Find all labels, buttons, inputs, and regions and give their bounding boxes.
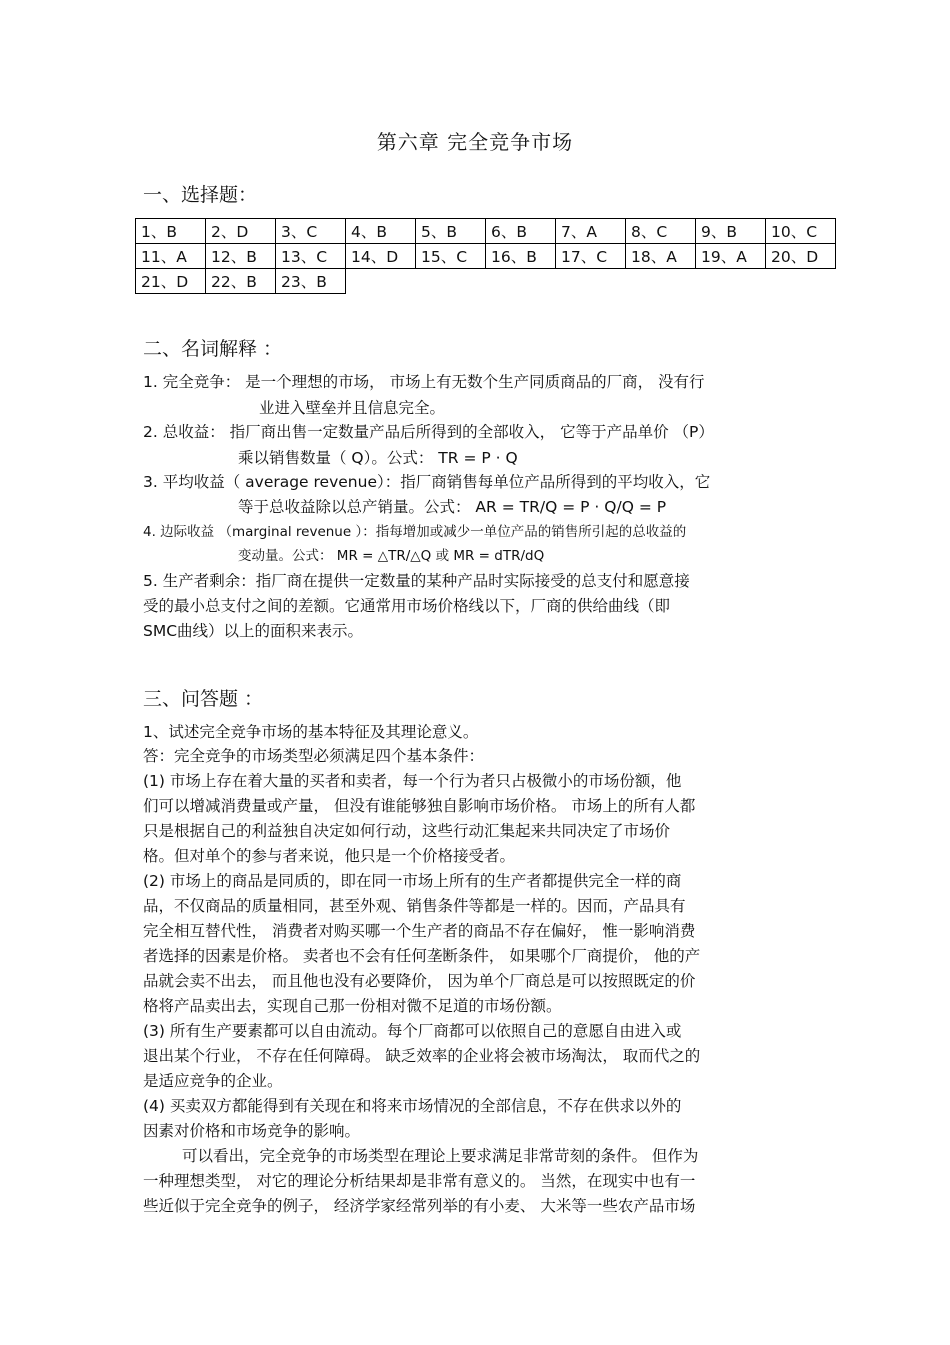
table-row <box>136 269 836 294</box>
table-row <box>136 219 836 244</box>
answer-cell: 10、C <box>766 219 836 244</box>
answer-line: 完全相互替代性， 消费者对购买哪一个生产者的商品不存在偏好， 惟一影响消费 <box>143 922 696 940</box>
answer-cell: 23、B <box>276 269 346 294</box>
empty-cell <box>416 269 486 294</box>
answer-table <box>135 218 836 294</box>
table-row <box>136 244 836 269</box>
answer-cell: 12、B <box>206 244 276 269</box>
answer-cell: 14、D <box>346 244 416 269</box>
answer-cell: 15、C <box>416 244 486 269</box>
definition-line: 业进入壁垒并且信息完全。 <box>259 399 446 417</box>
answer-line: 格。但对单个的参与者来说，他只是一个价格接受者。 <box>143 847 516 865</box>
empty-cell <box>696 269 766 294</box>
answer-cell: 19、A <box>696 244 766 269</box>
answer-cell: 7、A <box>556 219 626 244</box>
answer-line: (1) 市场上存在着大量的买者和卖者，每一个行为者只占极微小的市场份额，他 <box>143 772 682 790</box>
answer-line: 可以看出，完全竞争的市场类型在理论上要求满足非常苛刻的条件。 但作为 <box>182 1147 699 1165</box>
answer-cell: 4、B <box>346 219 416 244</box>
answer-line: 格将产品卖出去，实现自己那一份相对微不足道的市场份额。 <box>143 997 562 1015</box>
answer-cell: 9、B <box>696 219 766 244</box>
definition-line: 乘以销售数量（ Q）。公式： TR = P · Q <box>238 449 518 467</box>
answer-cell: 11、A <box>136 244 206 269</box>
answer-cell: 20、D <box>766 244 836 269</box>
answer-line: (2) 市场上的商品是同质的，即在同一市场上所有的生产者都提供完全一样的商 <box>143 872 682 890</box>
definition-line: 3. 平均收益（ average revenue）：指厂商销售每单位产品所得到的平均收入，它 <box>143 473 711 491</box>
definition-line: 1. 完全竞争： 是一个理想的市场， 市场上有无数个生产同质商品的厂商， 没有行 <box>143 373 705 391</box>
answer-line: 答：完全竞争的市场类型必须满足四个基本条件： <box>143 747 485 765</box>
definition-line: 2. 总收益： 指厂商出售一定数量产品后所得到的全部收入， 它等于产品单价 （P） <box>143 423 714 441</box>
answer-cell: 1、B <box>136 219 206 244</box>
answer-line: 们可以增减消费量或产量， 但没有谁能够独自影响市场价格。 市场上的所有人都 <box>143 797 696 815</box>
question-line: 1、试述完全竞争市场的基本特征及其理论意义。 <box>143 723 479 741</box>
answer-line: 退出某个行业， 不存在任何障碍。 缺乏效率的企业将会被市场淘汰， 取而代之的 <box>143 1047 701 1065</box>
empty-cell <box>346 269 416 294</box>
answer-line: 些近似于完全竞争的例子， 经济学家经常列举的有小麦、 大米等一些农产品市场 <box>143 1197 696 1215</box>
empty-cell <box>486 269 556 294</box>
answer-cell: 8、C <box>626 219 696 244</box>
answer-cell: 3、C <box>276 219 346 244</box>
answer-line: (3) 所有生产要素都可以自由流动。每个厂商都可以依照自己的意愿自由进入或 <box>143 1022 682 1040</box>
answer-line: 是适应竞争的企业。 <box>143 1072 283 1090</box>
page-title: 第六章 完全竞争市场 <box>376 130 574 154</box>
answer-line: 品就会卖不出去， 而且他也没有必要降价， 因为单个厂商总是可以按照既定的价 <box>143 972 696 990</box>
answer-line: 一种理想类型， 对它的理论分析结果却是非常有意义的。 当然，在现实中也有一 <box>143 1172 696 1190</box>
definition-line: 5. 生产者剩余：指厂商在提供一定数量的某种产品时实际接受的总支付和愿意接 <box>143 572 690 590</box>
answer-line: 者选择的因素是价格。 卖者也不会有任何垄断条件， 如果哪个厂商提价， 他的产 <box>143 947 701 965</box>
answer-cell: 21、D <box>136 269 206 294</box>
answer-line: 因素对价格和市场竞争的影响。 <box>143 1122 361 1140</box>
answer-cell: 13、C <box>276 244 346 269</box>
section-heading-terms: 二、名词解释 ： <box>143 338 283 360</box>
answer-line: (4) 买卖双方都能得到有关现在和将来市场情况的全部信息，不存在供求以外的 <box>143 1097 682 1115</box>
definition-line: 变动量。公式： MR = △TR/△Q 或 MR = dTR/dQ <box>238 548 545 564</box>
section-heading-choice: 一、选择题： <box>143 184 258 206</box>
empty-cell <box>766 269 836 294</box>
answer-cell: 5、B <box>416 219 486 244</box>
definition-line: 等于总收益除以总产销量。公式： AR = TR/Q = P · Q/Q = P <box>238 498 667 516</box>
definition-line: 受的最小总支付之间的差额。它通常用市场价格线以下，厂商的供给曲线（即 <box>143 597 671 615</box>
empty-cell <box>556 269 626 294</box>
definition-line: 4. 边际收益 （marginal revenue ）：指每增加或减少一单位产品的销售所引起的总收益的 <box>143 524 687 540</box>
empty-cell <box>626 269 696 294</box>
answer-line: 只是根据自己的利益独自决定如何行动，这些行动汇集起来共同决定了市场价 <box>143 822 671 840</box>
answer-cell: 16、B <box>486 244 556 269</box>
answer-cell: 22、B <box>206 269 276 294</box>
answer-cell: 17、C <box>556 244 626 269</box>
answer-cell: 2、D <box>206 219 276 244</box>
answer-cell: 6、B <box>486 219 556 244</box>
answer-cell: 18、A <box>626 244 696 269</box>
section-heading-questions: 三、问答题 ： <box>143 688 264 710</box>
definition-line: SMC曲线）以上的面积来表示。 <box>143 622 364 640</box>
answer-line: 品，不仅商品的质量相同，甚至外观、销售条件等都是一样的。因而，产品具有 <box>143 897 686 915</box>
